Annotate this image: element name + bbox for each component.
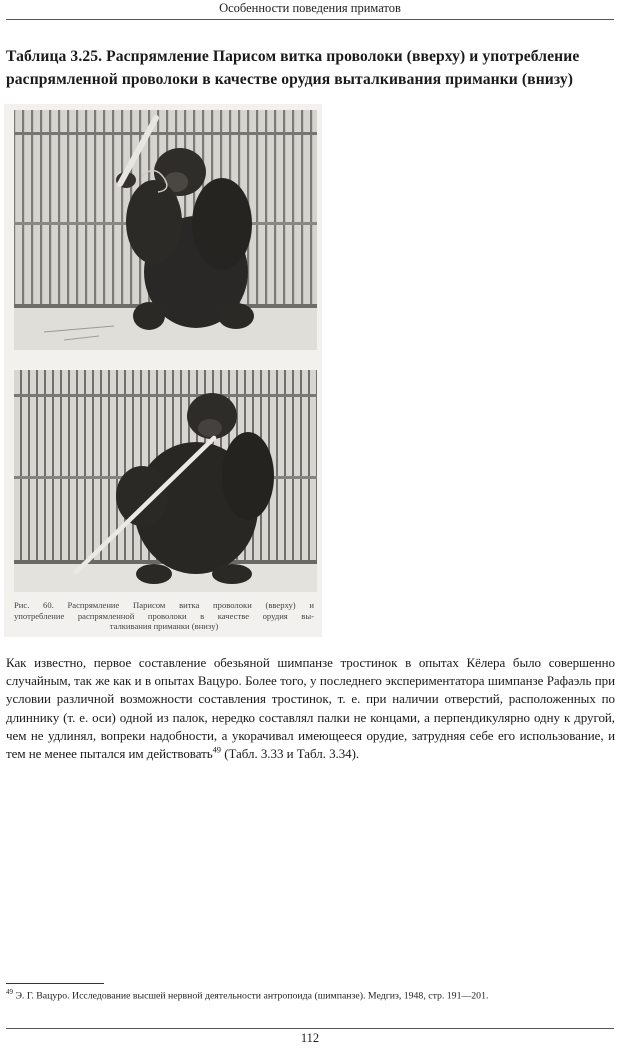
- caption-line: талкивания приманки (внизу): [109, 621, 219, 631]
- photo-bottom: [14, 370, 317, 592]
- footer-rule: [6, 1028, 614, 1029]
- photo-plate-svg: [4, 104, 322, 637]
- footnote-text: Э. Г. Вацуро. Исследование высшей нервной деятельности антропоида (шимпанзе). Медгиз, 1948, стр. 191—201.: [13, 990, 489, 1002]
- header-rule: [6, 19, 614, 20]
- figure-plate: [4, 104, 322, 637]
- table-title: Таблица 3.25. Распрямление Парисом витка проволоки (вверху) и употребление распрямленной проволоки в качестве орудия выталкивания приманки (внизу): [6, 48, 580, 88]
- running-head: Особенности поведения приматов: [219, 1, 401, 15]
- body-text: Как известно, первое составление обезьяной шимпанзе тростинок в опытах Кёлера было совершенно случайным, так же как и в опытах Вацуро. Более того, у последнего экспериментатора шимпанзе Рафаэль при условии различной возможности составления тростинок, т. е. при наличии отверстий, расположенных по длиннику (т. е. оси) одной из палок, нередко составлял палки не концами, а перпендикулярно одну к другой, чем не удлинял, вопреки надобности, а укорачивал имеющееся орудие, затрудняя себе его использование, и тем не менее пытался им действовать: [6, 655, 615, 762]
- figure-caption: [14, 600, 314, 632]
- page-number: 112: [300, 1031, 320, 1045]
- body-text-tail: (Табл. 3.33 и Табл. 3.34).: [221, 746, 360, 762]
- footnote-number: 49: [6, 988, 13, 996]
- body-paragraph: [6, 654, 615, 763]
- photo-top: [14, 110, 317, 350]
- caption-line: употребление распрямленной проволоки в качестве орудия вы-: [14, 610, 314, 621]
- footnote-marker[interactable]: 49: [212, 744, 221, 755]
- caption-line: Рис. 60. Распрямление Парисом витка проволоки (вверху) и: [14, 600, 314, 610]
- footnote-rule: [6, 983, 104, 984]
- footnote: [6, 986, 614, 1002]
